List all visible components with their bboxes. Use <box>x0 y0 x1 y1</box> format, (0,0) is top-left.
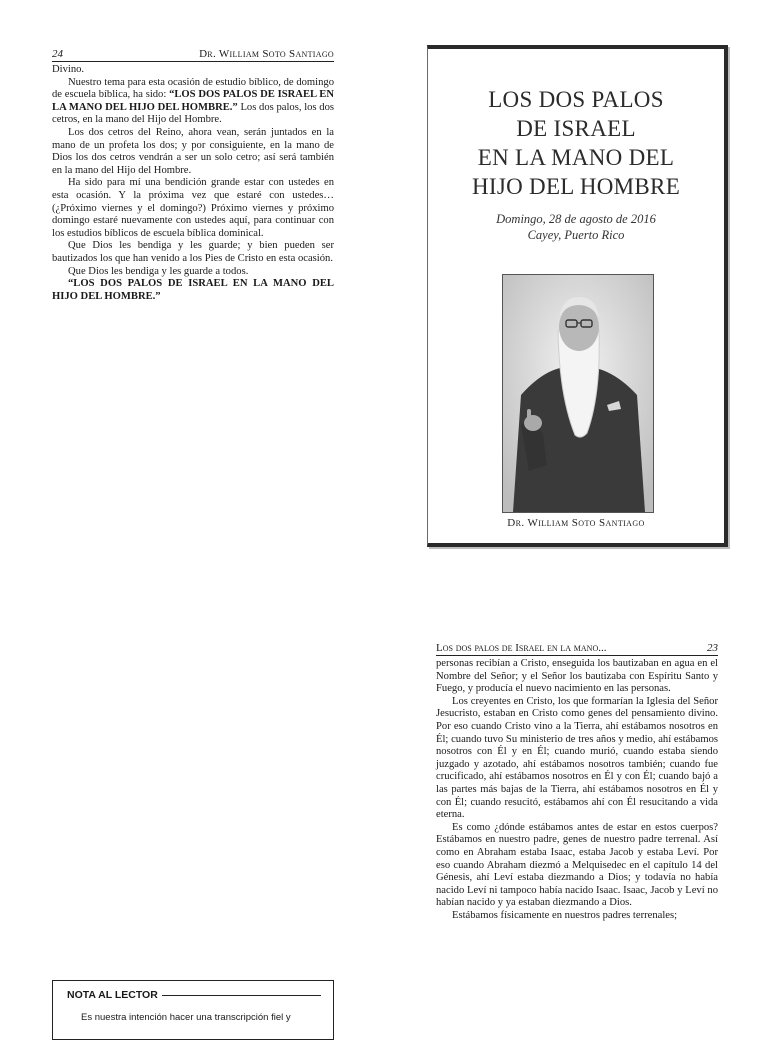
page-23 <box>436 642 718 922</box>
cover-date: Domingo, 28 de agosto de 2016 <box>496 212 656 226</box>
reader-note-heading <box>67 989 333 1001</box>
text-run: Los creyentes en Cristo, los que formarían la Iglesia del Señor Jesucristo, estaban en Cristo como genes del pensamiento divino. Por eso cuando Cristo vino a la Tierra, ahí estábamos nosotros en Él; cuando tuvo Su ministerio de tres años y medio, ahí estábamos nosotros con Él y en Él; cuando murió, cuando estaba siendo juzgado y azotado, ahí estábamos nosotros también; cuando fue crucificado, ahí estábamos nosotros en Él y con Él; cuando bajó a las partes más bajas de la Tierra, ahí estábamos nosotros en Él y con Él; cuando resucitó, estábamos ahí con Él resucitando a vida eterna. <box>436 695 718 821</box>
page-number: 24 <box>52 48 63 60</box>
running-head-author: Dr. William Soto Santiago <box>199 48 334 60</box>
reader-note-title: NOTA AL LECTOR <box>67 989 158 1001</box>
page-23-body <box>436 658 718 922</box>
text-run: Estábamos físicamente en nuestros padres terrenales; <box>452 909 678 921</box>
text-run: Divino. <box>52 64 85 75</box>
reader-note-text: Es nuestra intención hacer una transcripción fiel y <box>81 1012 291 1023</box>
text-run: Es como ¿dónde estábamos antes de estar en estos cuerpos? Estábamos en nuestro padre, genes de nuestro padre terrenal. Así como en Abraham estaba Isaac, estaba Jacob y estaba Leví. Por eso cuando Abraham diezmó a Melquisedec en el capítulo 14 del Génesis, ahí Leví estaba diezmando a Dios; y todavía no había nacido Leví ni tampoco había nacido Isaac. Isaac, Jacob y Leví no habían nacido y ya estaban diezmando a Dios. <box>436 821 718 909</box>
author-portrait-illustration <box>503 275 653 512</box>
page-24-body <box>52 64 334 303</box>
cover-title <box>428 85 724 201</box>
author-portrait <box>502 274 654 513</box>
bold-text: “LOS DOS PALOS DE ISRAEL EN LA MANO DEL HIJO DEL HOMBRE.” <box>52 278 334 302</box>
cover-subtitle <box>428 211 724 243</box>
running-head-title: Los dos palos de Israel en la mano... <box>436 642 607 654</box>
paragraph <box>52 77 334 127</box>
paragraph <box>52 177 334 240</box>
paragraph <box>436 822 718 910</box>
text-run: Los dos palos, los dos cetros, en la mano del Hijo del Hombre. <box>52 101 334 126</box>
cover-place: Cayey, Puerto Rico <box>527 228 625 242</box>
paragraph <box>52 127 334 177</box>
running-head <box>52 48 334 62</box>
cover-title-line: LOS DOS PALOS <box>488 87 664 112</box>
text-run: personas recibían a Cristo, enseguida los bautizaban en agua en el Nombre del Señor; y el Señor los bautizaba con Espíritu Santo y Fuego, y producía el nuevo nacimiento en las personas. <box>436 658 718 695</box>
bold-text: “LOS DOS PALOS DE ISRAEL EN LA MANO DEL HIJO DEL HOMBRE.” <box>52 89 334 113</box>
heading-rule <box>162 995 321 996</box>
cover-title-line: HIJO DEL HOMBRE <box>471 174 681 199</box>
page-number: 23 <box>707 642 718 654</box>
reader-note-box <box>52 980 334 1040</box>
text-run: Que Dios les bendiga y les guarde; y bien pueden ser bautizados los que han venido a los Pies de Cristo en esta ocasión. <box>52 240 334 264</box>
text-run: Ha sido para mí una bendición grande estar con ustedes en esta ocasión. Y la próxima vez que estaré con ustedes… (¿Próximo viernes y el domingo?) Próximo viernes y próximo domingo estaré nuevamente con ustedes aquí, para continuar con los estudios bíblicos de escuela bíblica dominical. <box>52 177 334 239</box>
page-24 <box>52 48 334 303</box>
paragraph <box>52 64 334 77</box>
book-cover <box>427 45 728 547</box>
paragraph <box>52 240 334 265</box>
cover-author: Dr. William Soto Santiago <box>507 517 645 529</box>
paragraph <box>52 278 334 303</box>
paragraph <box>436 658 718 696</box>
cover-title-line: DE ISRAEL <box>516 116 636 141</box>
paragraph <box>436 910 718 923</box>
paragraph <box>436 696 718 822</box>
text-run: Nuestro tema para esta ocasión de estudio bíblico, de domingo de escuela bíblica, ha sido: <box>52 76 334 101</box>
running-head <box>436 642 718 656</box>
cover-title-line: EN LA MANO DEL <box>477 145 675 170</box>
paragraph <box>52 266 334 279</box>
text-run: Los dos cetros del Reino, ahora vean, serán juntados en la mano de un profeta los dos; y por consiguiente, en la mano de Dios los dos cetros vendrán a ser un solo cetro; así será también en la mano del Hijo del Hombre. <box>52 126 334 176</box>
text-run: Que Dios les bendiga y les guarde a todos. <box>68 265 249 277</box>
